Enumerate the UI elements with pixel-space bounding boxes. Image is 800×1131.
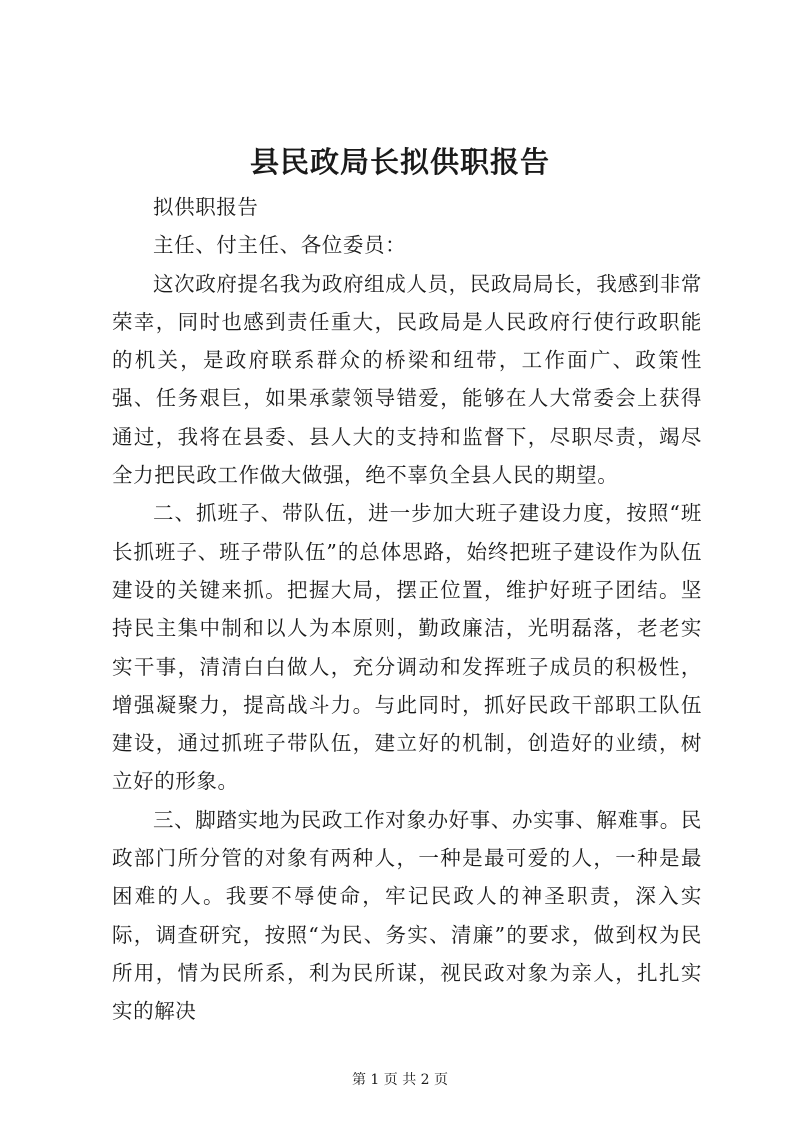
document-title: 县民政局长拟供职报告 [249,145,550,179]
paragraph-intro: 这次政府提名我为政府组成人员，民政局局长，我感到非常荣幸，同时也感到责任重大，民政局是人民政府行使行政职能的机关，是政府联系群众的桥梁和纽带，工作面广、政策性强、任务艰巨，如果承蒙领导错爱，能够在人大常委会上获得通过，我将在县委、县人大的支持和监督下，尽职尽责，竭尽全力把民政工作做大做强，绝不辜负全县人民的期望。 [112,271,702,488]
paragraph-salutation: 主任、付主任、各位委员： [153,233,407,258]
document-body [112,188,702,1031]
paragraph-section-three: 三、脚踏实地为民政工作对象办好事、办实事、解难事。民政部门所分管的对象有两种人，一种是最可爱的人，一种是最困难的人。我要不辱使命，牢记民政人的神圣职责，深入实际，调查研究，按照“为民、务实、清廉”的要求，做到权为民所用，情为民所系，利为民所谋，视民政对象为亲人，扎扎实实的解决 [112,807,702,1024]
paragraph-section-two: 二、抓班子、带队伍，进一步加大班子建设力度，按照“班长抓班子、班子带队伍”的总体思路，始终把班子建设作为队伍建设的关键来抓。把握大局，摆正位置，维护好班子团结。坚持民主集中制和以人为本原则，勤政廉洁，光明磊落，老老实实干事，清清白白做人，充分调动和发挥班子成员的积极性，增强凝聚力，提高战斗力。与此同时，抓好民政干部职工队伍建设，通过抓班子带队伍，建立好的机制，创造好的业绩，树立好的形象。 [112,501,702,794]
paragraph-subtitle: 拟供职报告 [153,195,259,219]
page-footer: 第 1 页 共 2 页 [351,1072,449,1088]
